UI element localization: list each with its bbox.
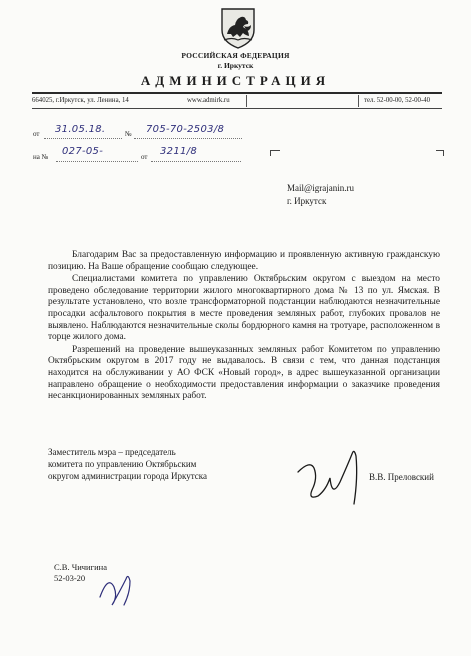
date-line	[44, 138, 122, 139]
reply-date: 3211/8	[160, 146, 197, 157]
header-separator	[358, 95, 359, 107]
recipient-city: г. Иркутск	[287, 196, 327, 206]
reply-date-line	[151, 161, 241, 162]
outgoing-date: 31.05.18.	[55, 124, 106, 135]
header-separator	[246, 95, 247, 107]
handwritten-signature	[292, 438, 374, 510]
signer-name: В.В. Преловский	[369, 472, 434, 482]
signer-position-line: комитета по управлению Октябрьским	[48, 459, 197, 469]
outgoing-number: 705-70-2503/8	[146, 124, 225, 135]
body-paragraph: Разрешений на проведение вышеуказанных земляных работ Комитетом по управлению Октябрьским округом в 2017 году не выдавалось. В связи с тем, что данная подстанция находится на обслуживании у АО ФСК «Новый город», в адрес вышеуказанной организации направлено обращение о необходимости предоставления информации о заказчике проведения несанкционированных земляных работ.	[48, 344, 440, 402]
irkutsk-coat-of-arms-icon	[218, 6, 258, 50]
date-label: от	[33, 130, 40, 138]
executor-phone: 52-03-20	[54, 573, 86, 583]
federation-title: РОССИЙСКАЯ ФЕДЕРАЦИЯ	[181, 51, 290, 60]
number-sign: №	[125, 130, 132, 138]
address: 664025, г.Иркутск, ул. Ленина, 14	[32, 97, 129, 104]
body-paragraph: Специалистами комитета по управлению Октябрьским округом с выездом на место проведено обследование территории жилого многоквартирного дома № 13 по ул. Ямская. В результате установлено, что возле трансформаторной подстанции наблюдаются незначительные просадки асфальтового покрытия в месте проведения земляных работ, глубоких провалов не выявлено. Наблюдаются незначительные сколы бордюрного камня на тротуаре, расположенном в торце жилого дома.	[48, 274, 440, 343]
reply-date-label: от	[141, 153, 148, 161]
reply-label: на №	[33, 153, 49, 161]
executor-name: С.В. Чичигина	[54, 562, 107, 572]
reply-number-line	[56, 161, 138, 162]
executor-signature	[96, 567, 136, 609]
letter-body	[48, 250, 440, 404]
header-rule-thin	[32, 108, 442, 109]
body-paragraph: Благодарим Вас за предоставленную информацию и проявленную активную гражданскую позицию. На Ваше обращение сообщаю следующее.	[48, 250, 440, 272]
address-corner-mark	[436, 150, 444, 156]
header-rule	[32, 92, 442, 94]
number-line	[134, 138, 242, 139]
signer-position-line: Заместитель мэра – председатель	[48, 447, 176, 457]
signer-position	[48, 446, 207, 482]
recipient-email: Mail@igrajanin.ru	[287, 183, 355, 193]
address-corner-mark	[270, 150, 280, 156]
city-title: г. Иркутск	[217, 61, 254, 70]
signer-position-line: округом администрации города Иркутска	[48, 471, 207, 481]
phone-numbers: тел. 52-00-00, 52-00-40	[364, 97, 431, 104]
website-link[interactable]: www.admirk.ru	[187, 97, 230, 104]
administration-title: АДМИНИСТРАЦИЯ	[140, 73, 331, 88]
reply-number: 027-05-	[62, 146, 104, 157]
